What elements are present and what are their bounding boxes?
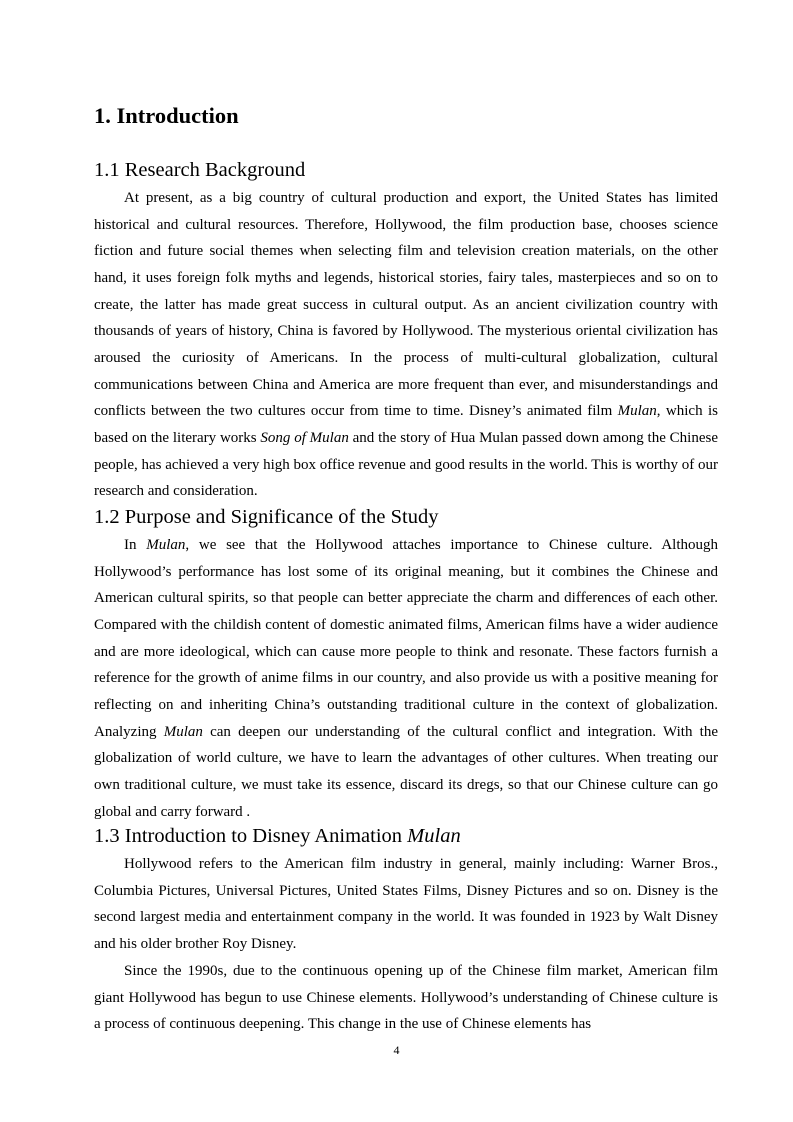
- italic-film-title: Mulan: [617, 403, 657, 420]
- paragraph-chinese-elements: Since the 1990s, due to the continuous opening up of the Chinese film market, American film giant Hollywood has begun to use Chinese elements. Hollywood’s understanding of Chinese culture is a process of continuous deepening. This change in the use of Chinese elements has: [94, 963, 718, 1033]
- italic-film-title: Mulan: [407, 825, 461, 847]
- section-heading-disney-mulan: [94, 823, 461, 849]
- italic-film-title: Mulan: [163, 723, 203, 740]
- section-heading-research-background: 1.1 Research Background: [94, 159, 306, 181]
- text-run: , which is based on the literary works: [94, 403, 718, 446]
- page-number: 4: [393, 1043, 400, 1057]
- text-run: and the story of Hua Mulan passed down among the Chinese people, has achieved a very high box office revenue and good results in the world. This is worthy of our research and consideration.: [94, 429, 718, 500]
- italic-work-title: Song of Mulan: [260, 429, 349, 446]
- text-run: At present, as a big country of cultural production and export, the United States has limited historical and cultural resources. Therefore, Hollywood, the film production base, chooses science fiction and future social themes when selecting film and television creation materials, on the other hand, it uses foreign folk myths and legends, historical stories, fairy tales, masterpieces and so on to create, the latter has made great success in cultural output. As an ancient civilization country with thousands of years of history, China is favored by Hollywood. The mysterious oriental civilization has aroused the curiosity of Americans. In the process of multi-cultural globalization, cultural communications between China and America are more frequent than ever, and misunderstandings and conflicts between the two cultures occur from time to time. Disney’s animated film: [94, 190, 718, 420]
- paragraph-research-background: [94, 185, 718, 505]
- paragraph-purpose-significance: [94, 532, 718, 825]
- paragraph-hollywood-overview: Hollywood refers to the American film industry in general, mainly including: Warner Bros., Columbia Pictures, Universal Pictures, United States Films, Disney Pictures and so on. Disney is the second largest media and entertainment company in the world. It was founded in 1923 by Walt Disney and his older brother Roy Disney.: [94, 856, 718, 952]
- text-run: In: [124, 537, 147, 553]
- section-heading-purpose-significance: 1.2 Purpose and Significance of the Study: [94, 506, 439, 528]
- italic-film-title: Mulan: [146, 537, 186, 553]
- chapter-title: 1. Introduction: [94, 103, 239, 128]
- heading-text: 1.3 Introduction to Disney Animation: [94, 825, 408, 847]
- text-run: can deepen our understanding of the cultural conflict and integration. With the globalization of world culture, we have to learn the advantages of other cultures. When treating our own traditional culture, we must take its essence, discard its dregs, so that our Chinese culture can go global and carry forward .: [94, 723, 718, 820]
- text-run: , we see that the Hollywood attaches importance to Chinese culture. Although Hollywood’s performance has lost some of its original meaning, but it combines the Chinese and American cultural spirits, so that people can better appreciate the charm and differences of each other. Compared with the childish content of domestic animated films, American films have a wider audience and are more ideological, which can cause more people to think and resonate. These factors furnish a reference for the growth of anime films in our country, and also provide us with a positive meaning for reflecting on and inheriting China’s outstanding traditional culture in the context of globalization. Analyzing: [94, 537, 718, 740]
